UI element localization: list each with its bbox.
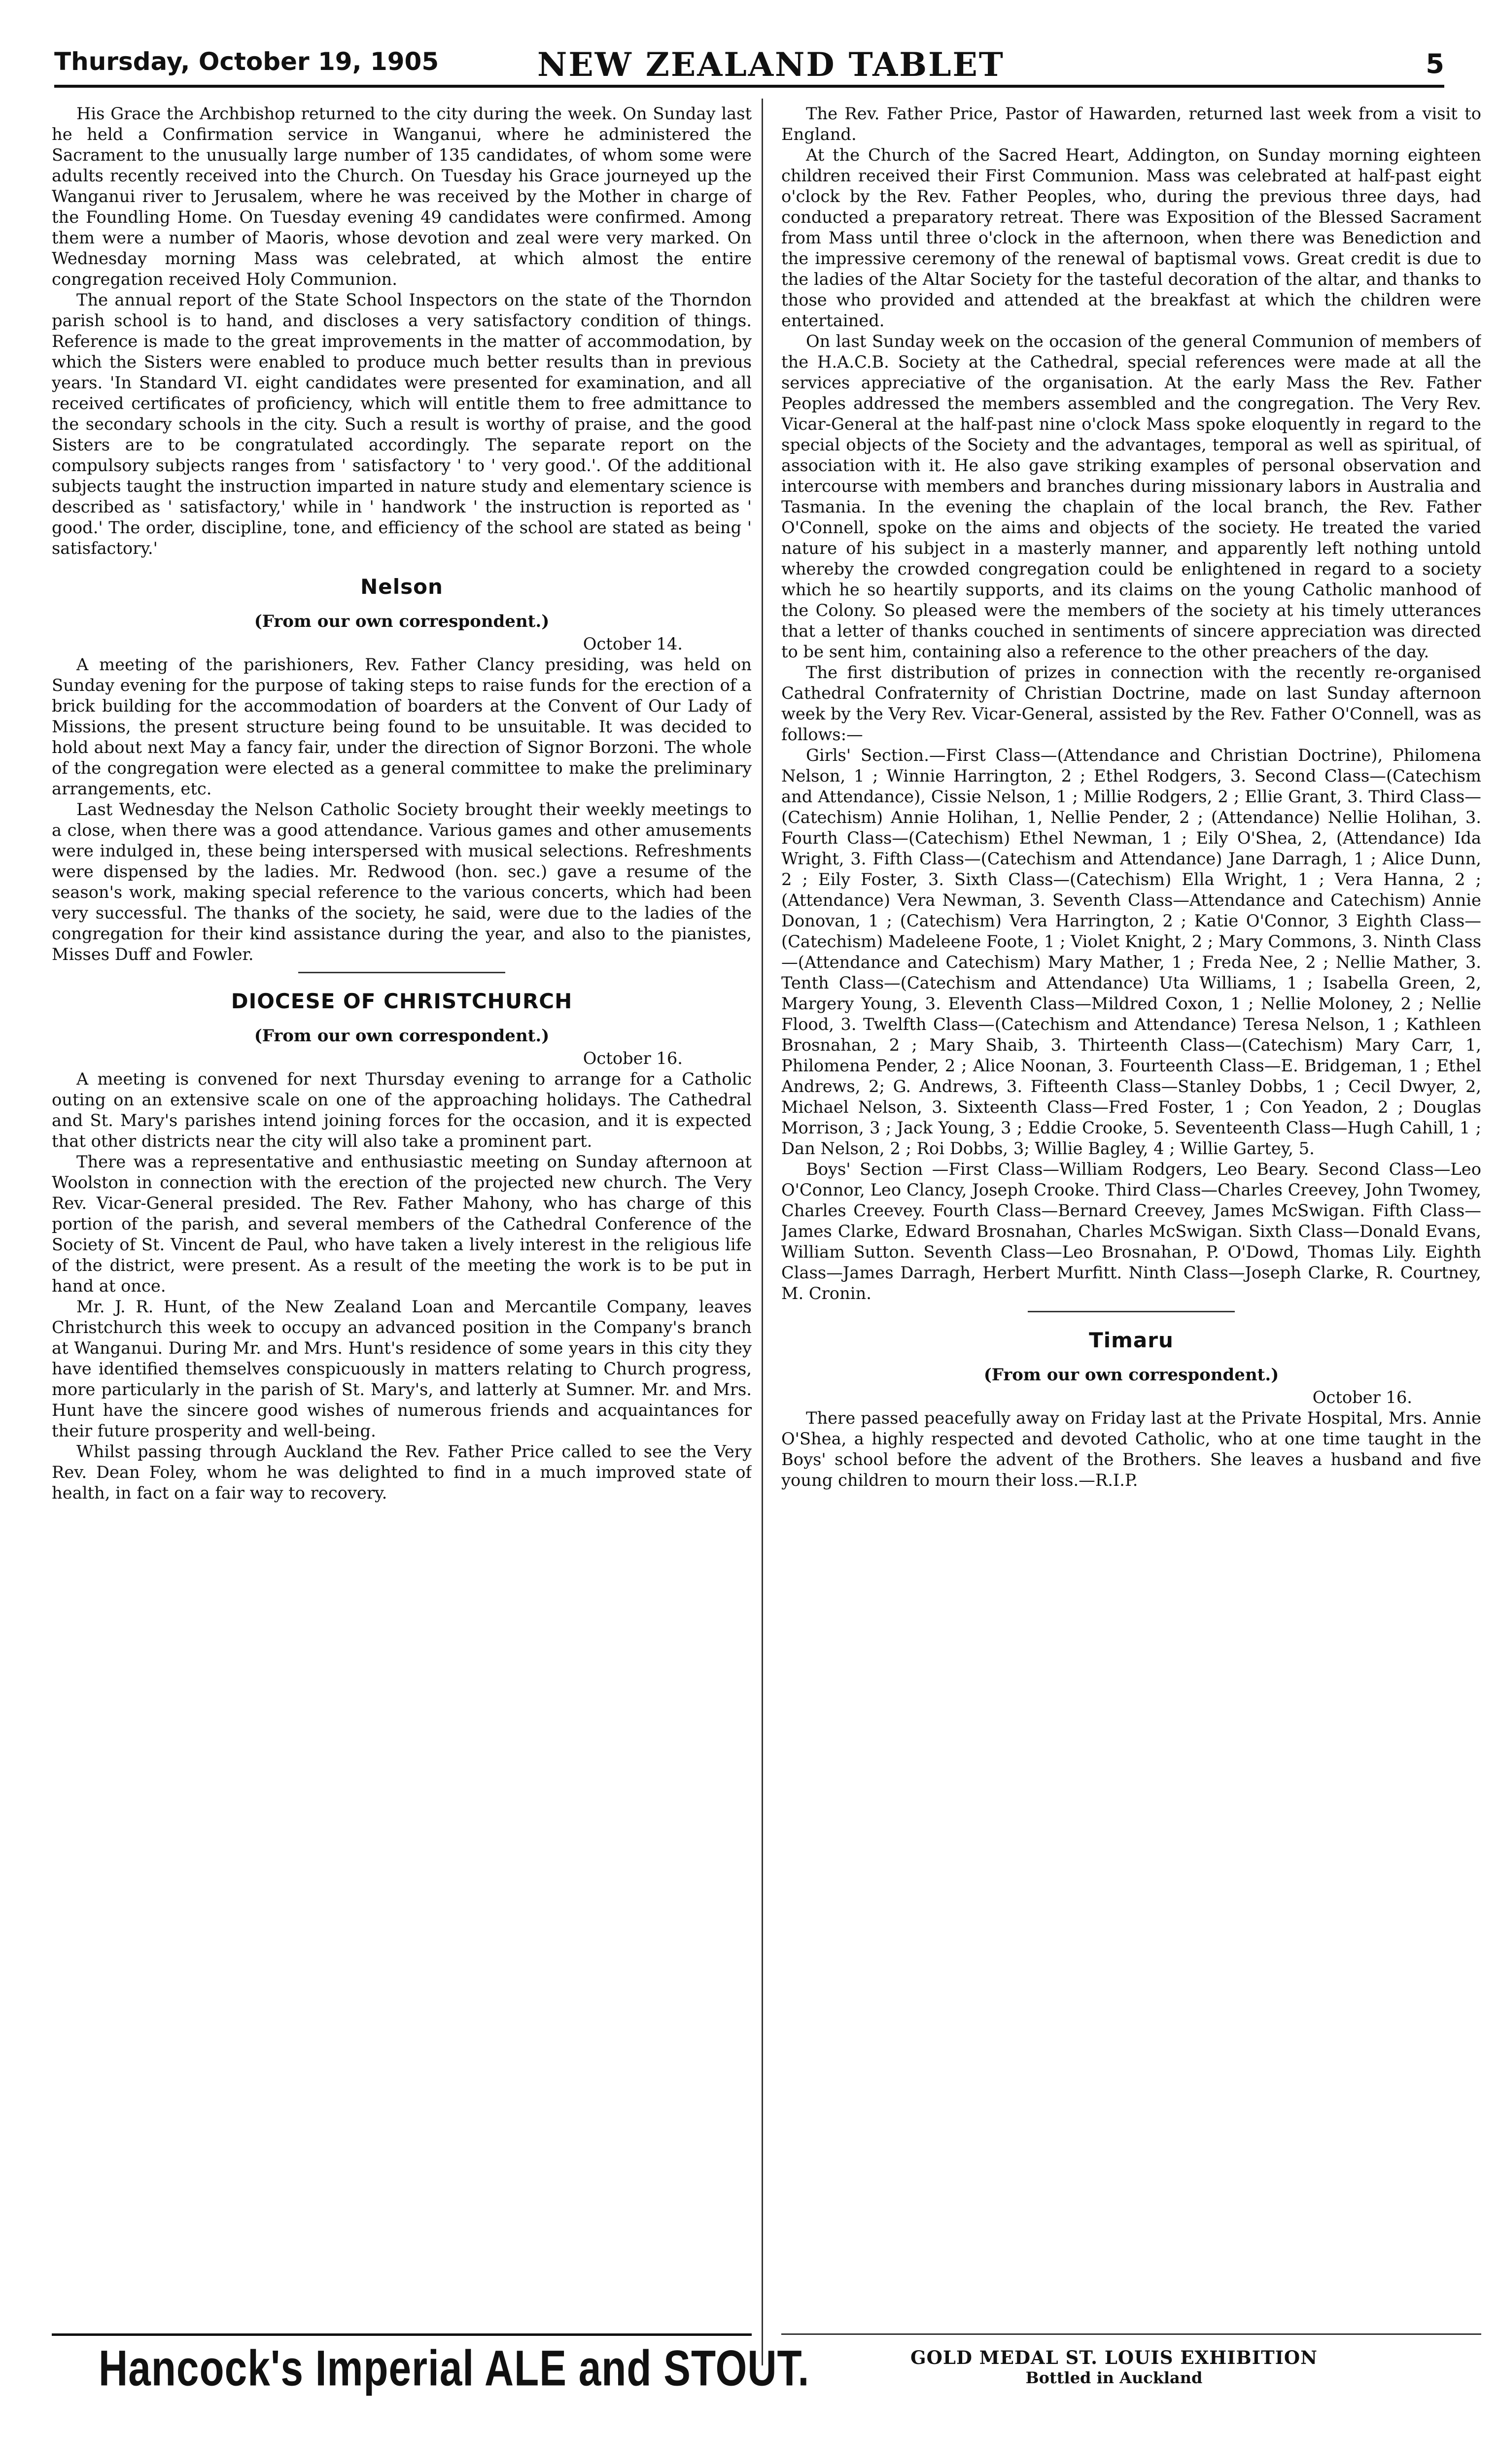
- left-column: [52, 103, 752, 2341]
- dateline: October 14.: [583, 634, 683, 653]
- dateline: October 16.: [583, 1049, 683, 1068]
- footer-rule-left: [52, 2333, 752, 2336]
- medal-line: GOLD MEDAL ST. LOUIS EXHIBITION: [910, 2347, 1318, 2368]
- byline: (From our own correspondent.): [254, 612, 550, 631]
- article-paragraph: There passed peacefully away on Friday last at the Private Hospital, Mrs. Annie O'Shea, a highly respected and devoted Catholic, who at one time taught in the Boys' school before the advent of the Brothers. She leaves a husband and five young children to mourn their loss.—R.I.P.: [781, 1408, 1481, 1490]
- masthead: [54, 45, 1444, 88]
- section-heading-christchurch: DIOCESE OF CHRISTCHURCH: [231, 989, 573, 1013]
- article-paragraph: The Rev. Father Price, Pastor of Hawarden, returned last week from a visit to England.: [781, 104, 1481, 144]
- bottled-line: Bottled in Auckland: [1025, 2368, 1203, 2387]
- advertisement-banner: Hancock's Imperial ALE and STOUT.: [99, 2340, 810, 2396]
- column-divider: [762, 99, 763, 2365]
- article-paragraph: On last Sunday week on the occasion of the general Communion of members of the H.A.C.B. Society at the Cathedral, special references were made at all the services appreciative of the organisation. At the early Mass the Rev. Father Peoples addressed the members assembled and the congregation. The Very Rev. Vicar-General at the half-past nine o'clock Mass spoke eloquently in regard to the special objects of the Society and the advantages, temporal as well as spiritual, of association with it. He also gave striking examples of personal observation and intercourse with members and branches during missionary labors in Australia and Tasmania. In the evening the chaplain of the local branch, the Rev. Father O'Connell, spoke on the aims and objects of the society. He treated the varied nature of his subject in a masterly manner, and apparently left nothing untold whereby the crowded congregation could be enlightened in regard to a society which he so heartily supports, and its claims on the young Catholic manhood of the Colony. So pleased were the members of the society at his timely utterances that a letter of thanks couched in sentiments of sincere appreciation was directed to be sent him, containing also a reference to the other preachers of the day.: [781, 332, 1481, 661]
- article-paragraph: Whilst passing through Auckland the Rev. Father Price called to see the Very Rev. Dean Foley, whom he was delighted to find in a much improved state of health, in fact on a fair way to recovery.: [52, 1442, 752, 1503]
- prize-list-boys: Boys' Section —First Class—William Rodgers, Leo Beary. Second Class—Leo O'Connor, Leo Clancy, Joseph Crooke. Third Class—Charles Creevey, John Twomey, Charles Creevey. Fourth Class—Bernard Creevey, James McSwigan. Fifth Class—James Clarke, Edward Brosnahan, Charles McSwigan. Sixth Class—Donald Evans, William Sutton. Seventh Class—Leo Brosnahan, P. O'Dowd, Thomas Lily. Eighth Class—James Darragh, Herbert Murfitt. Ninth Class—Joseph Clarke, R. Courtney, M. Cronin.: [781, 1160, 1481, 1303]
- right-column: [781, 103, 1481, 2341]
- page-number: 5: [1426, 48, 1444, 79]
- article-paragraph: There was a representative and enthusiastic meeting on Sunday afternoon at Woolston in connection with the erection of the projected new church. The Very Rev. Vicar-General presided. The Rev. Father Mahony, who has charge of this portion of the parish, and several members of the Cathedral Conference of the Society of St. Vincent de Paul, who have taken a lively interest in the religious life of the district, were present. As a result of the meeting the work is to be put in hand at once.: [52, 1152, 752, 1296]
- advertisement-note: [868, 2347, 1360, 2387]
- footer-rule-right: [781, 2333, 1481, 2335]
- article-paragraph: His Grace the Archbishop returned to the city during the week. On Sunday last he held a Confirmation service in Wanganui, where he administered the Sacrament to the unusually large number of 135 candidates, of whom some were adults recently received into the Church. On Tuesday his Grace journeyed up the Wanganui river to Jerusalem, where he was received by the Mother in charge of the Foundling Home. On Tuesday evening 49 candidates were confirmed. Among them were a number of Maoris, whose devotion and zeal were very marked. On Wednesday morning Mass was celebrated, at which almost the entire congregation received Holy Communion.: [52, 104, 752, 289]
- article-paragraph: The annual report of the State School Inspectors on the state of the Thorndon parish school is to hand, and discloses a very satisfactory condition of things. Reference is made to the great improvements in the matter of accommodation, by which the Sisters were enabled to produce much better results than in previous years. 'In Standard VI. eight candidates were presented for examination, and all received certificates of proficiency, which will entitle them to free admittance to the secondary schools in the city. Such a result is worthy of praise, and the good Sisters are to be congratulated accordingly. The separate report on the compulsory subjects ranges from ' satisfactory ' to ' very good.'. Of the additional subjects taught the instruction imparted in nature study and elementary science is described as ' satisfactory,' while in ' handwork ' the instruction is reported as ' good.' The order, discipline, tone, and efficiency of the school are stated as being ' satisfactory.': [52, 290, 752, 558]
- section-rule: [1028, 1311, 1235, 1312]
- newspaper-title: NEW ZEALAND TABLET: [537, 45, 1005, 84]
- issue-date: Thursday, October 19, 1905: [54, 47, 439, 76]
- section-heading-timaru: Timaru: [1089, 1328, 1174, 1352]
- article-paragraph: A meeting is convened for next Thursday evening to arrange for a Catholic outing on an extensive scale on one of the approaching holidays. The Cathedral and St. Mary's parishes intend joining forces for the occasion, and it is expected that other districts near the city will also take a prominent part.: [52, 1069, 752, 1151]
- article-paragraph: Mr. J. R. Hunt, of the New Zealand Loan and Mercantile Company, leaves Christchurch this week to occupy an advanced position in the Company's branch at Wanganui. During Mr. and Mrs. Hunt's residence of some years in this city they have identified themselves conspicuously in matters relating to Church progress, more particularly in the parish of St. Mary's, and latterly at Sumner. Mr. and Mrs. Hunt have the sincere good wishes of numerous friends and acquaintances for their future prosperity and well-being.: [52, 1297, 752, 1440]
- article-paragraph: The first distribution of prizes in connection with the recently re-organised Cathedral Confraternity of Christian Doctrine, made on last Sunday afternoon week by the Very Rev. Vicar-General, assisted by the Rev. Father O'Connell, was as follows:—: [781, 663, 1481, 744]
- article-paragraph: A meeting of the parishioners, Rev. Father Clancy presiding, was held on Sunday evening for the purpose of taking steps to raise funds for the erection of a brick building for the accommodation of boarders at the Convent of Our Lady of Missions, the present structure being found to be unsuitable. It was decided to hold about next May a fancy fair, under the direction of Signor Borzoni. The whole of the congregation were elected as a general committee to make the preliminary arrangements, etc.: [52, 655, 752, 798]
- byline: (From our own correspondent.): [254, 1026, 550, 1046]
- article-paragraph: At the Church of the Sacred Heart, Addington, on Sunday morning eighteen children received their First Communion. Mass was celebrated at half-past eight o'clock by the Rev. Father Peoples, who, during the previous three days, had conducted a preparatory retreat. There was Exposition of the Blessed Sacrament from Mass until three o'clock in the afternoon, when there was Benediction and the impressive ceremony of the renewal of baptismal vows. Great credit is due to the ladies of the Altar Society for the tasteful decoration of the altar, and thanks to those who provided and attended at the breakfast at which the children were entertained.: [781, 145, 1481, 330]
- section-heading-nelson: Nelson: [360, 575, 443, 599]
- article-paragraph: Last Wednesday the Nelson Catholic Society brought their weekly meetings to a close, when there was a good attendance. Various games and other amusements were indulged in, these being interspersed with musical selections. Refreshments were dispensed by the ladies. Mr. Redwood (hon. sec.) gave a resume of the season's work, making special reference to the various concerts, which had been very successful. The thanks of the society, he said, were due to the ladies of the congregation for their kind assistance during the year, and also to the pianistes, Misses Duff and Fowler.: [52, 800, 752, 964]
- prize-list-girls: Girls' Section.—First Class—(Attendance and Christian Doctrine), Philomena Nelson, 1 ; Winnie Harrington, 2 ; Ethel Rodgers, 3. Second Class—(Catechism and Attendance), Cissie Nelson, 1 ; Millie Rodgers, 2 ; Ellie Grant, 3. Third Class—(Catechism) Annie Holihan, 1, Nellie Pender, 2 ; (Attendance) Nellie Holihan, 3. Fourth Class—(Catechism) Ethel Newman, 1 ; Eily O'Shea, 2, (Attendance) Ida Wright, 3. Fifth Class—(Catechism and Attendance) Jane Darragh, 1 ; Alice Dunn, 2 ; Eily Foster, 3. Sixth Class—(Catechism) Ella Wright, 1 ; Vera Hanna, 2 ; (Attendance) Vera Newman, 3. Seventh Class—Attendance and Catechism) Annie Donovan, 1 ; (Catechism) Vera Harrington, 2 ; Katie O'Connor, 3 Eighth Class—(Catechism) Madeleene Foote, 1 ; Violet Knight, 2 ; Mary Commons, 3. Ninth Class—(Attendance and Catechism) Mary Mather, 1 ; Freda Nee, 2 ; Nellie Mather, 3. Tenth Class—(Catechism and Attendance) Uta Williams, 1 ; Isabella Green, 2, Margery Young, 3. Eleventh Class—Mildred Coxon, 1 ; Nellie Moloney, 2 ; Nellie Flood, 3. Twelfth Class—(Catechism and Attendance) Teresa Nelson, 1 ; Kathleen Brosnahan, 2 ; Mary Shaib, 3. Thirteenth Class—(Catechism) Mary Carr, 1, Philomena Pender, 2 ; Alice Noonan, 3. Fourteenth Class—E. Bridgeman, 1 ; Ethel Andrews, 2; G. Andrews, 3. Fifteenth Class—Stanley Dobbs, 1 ; Cecil Dwyer, 2, Michael Nelson, 3. Sixteenth Class—Fred Foster, 1 ; Con Yeadon, 2 ; Douglas Morrison, 3 ; Jack Young, 3 ; Eddie Crooke, 5. Seventeenth Class—Hugh Cahill, 1 ; Dan Nelson, 2 ; Roi Dobbs, 3; Willie Bagley, 4 ; Willie Gartey, 5.: [781, 746, 1481, 1158]
- section-rule: [298, 972, 505, 973]
- byline: (From our own correspondent.): [983, 1365, 1279, 1385]
- dateline: October 16.: [1312, 1388, 1412, 1407]
